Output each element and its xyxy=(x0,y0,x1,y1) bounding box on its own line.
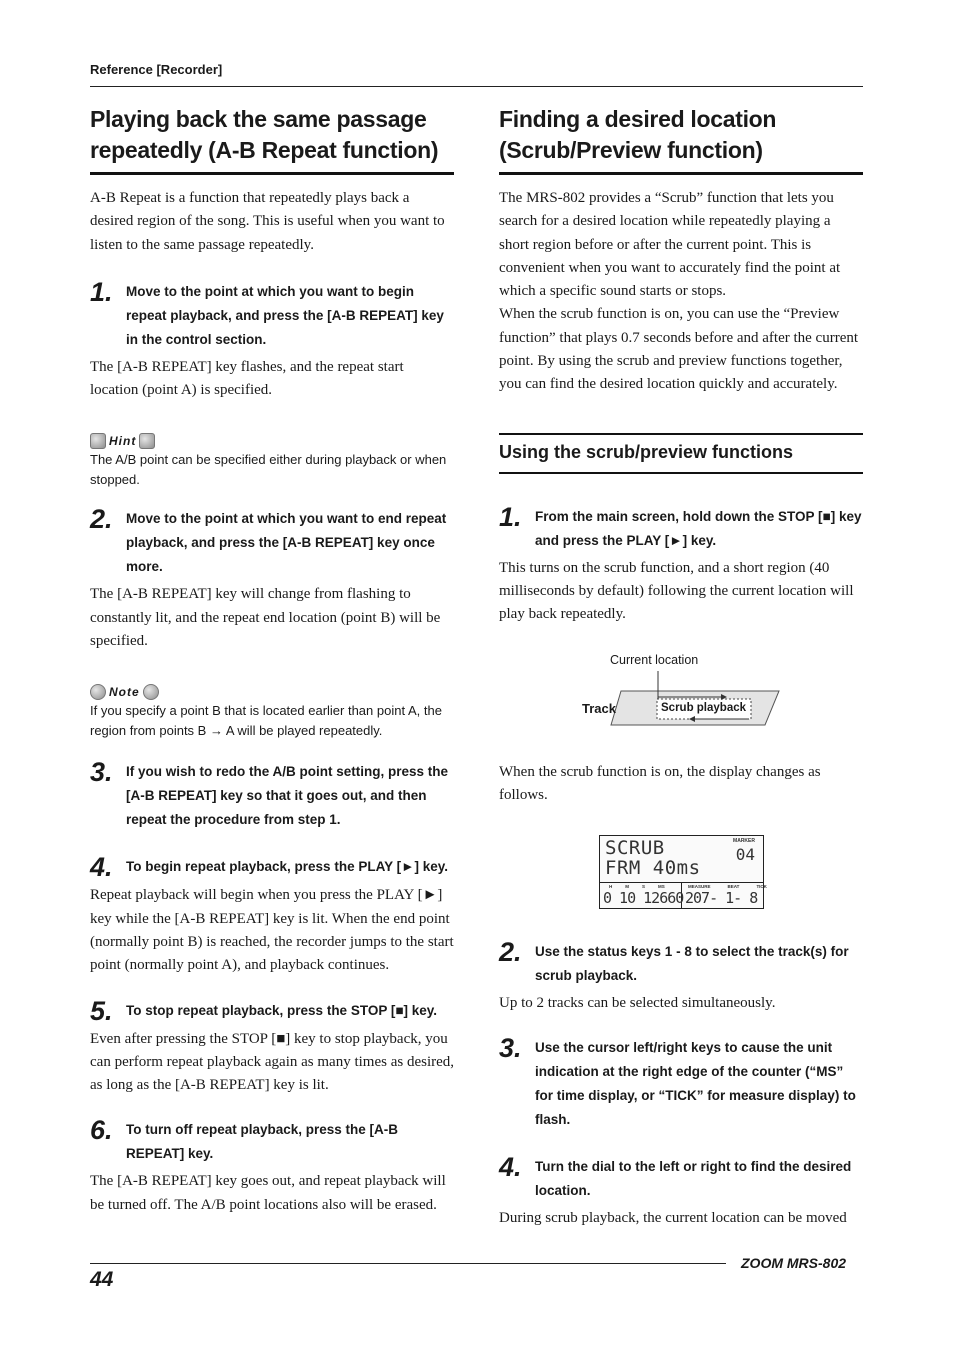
lcd-time-header: MS xyxy=(658,884,665,890)
step-instruction: Turn the dial to the left or right to find the desired location. xyxy=(535,1159,852,1199)
note-label: Note xyxy=(109,685,140,700)
section-title-scrub-preview: Finding a desired location (Scrub/Preview function) xyxy=(499,104,863,175)
step-1 xyxy=(90,276,454,352)
step-4 xyxy=(499,1154,863,1203)
subsection-title: Using the scrub/preview functions xyxy=(499,433,863,474)
step-description: Repeat playback will begin when you press the PLAY [►] key while the [A-B REPEAT] key is lit. When the end point (normally point B) is reached, the recorder jumps to the start point (normally point A), and playback continues. xyxy=(90,887,454,974)
step-number: 3. xyxy=(499,1033,522,1064)
hint-icon xyxy=(90,433,106,449)
hint-box xyxy=(90,432,454,490)
lcd-measure-counter: 207- 1- 8 xyxy=(685,889,758,908)
left-column xyxy=(90,104,454,1217)
scrub-intro: The MRS-802 provides a “Scrub” function that lets you search for a desired location while repeatedly playing a short region before or after the current point. This is convenient when you want to accurately find the point at which a specific sound starts or stops. When the scrub function is on, you can use the “Preview function” that plays 0.7 seconds before and after the current point. By using the scrub and preview functions together, you can find the desired location quickly and accurately. xyxy=(499,190,859,393)
step-instruction: To begin repeat playback, press the PLAY [►] key. xyxy=(126,859,448,875)
step-description: During scrub playback, the current location can be moved xyxy=(499,1210,847,1227)
step-number: 5. xyxy=(90,995,113,1026)
note-icon xyxy=(143,684,159,700)
step-3 xyxy=(90,759,454,832)
ab-repeat-intro: A-B Repeat is a function that repeatedly plays back a desired region of the song. This is useful when you want to listen to the same passage repeatedly. xyxy=(90,190,445,253)
lcd-marker-label: MARKER xyxy=(733,838,755,845)
lcd-measure-header: BEAT xyxy=(727,884,740,890)
step-instruction: From the main screen, hold down the STOP [■] key and press the PLAY [►] key. xyxy=(535,508,862,548)
step-instruction: Use the cursor left/right keys to cause the unit indication at the right edge of the counter (“MS” for time display, or “TICK” for measure display) to flash. xyxy=(535,1040,856,1128)
step-number: 3. xyxy=(90,757,113,788)
step-number: 4. xyxy=(499,1152,522,1183)
track-diagram-graphic xyxy=(499,653,863,743)
hint-label: Hint xyxy=(109,434,137,449)
lcd-display xyxy=(599,835,767,909)
step-instruction: To turn off repeat playback, press the [A-B REPEAT] key. xyxy=(126,1122,399,1162)
note-icon xyxy=(90,684,106,700)
step-2 xyxy=(90,506,454,579)
track-label: Track xyxy=(582,700,616,716)
page-number: 44 xyxy=(90,1268,114,1291)
note-text: If you specify a point B that is located earlier than point A, the region from points B → A will be played repeatedly. xyxy=(90,703,442,739)
step-6 xyxy=(90,1117,454,1166)
step-description: The [A-B REPEAT] key flashes, and the repeat start location (point A) is specified. xyxy=(90,358,404,399)
step-number: 1. xyxy=(90,276,113,307)
step-instruction: If you wish to redo the A/B point setting, press the [A-B REPEAT] key so that it goes out, and then repeat the procedure from step 1. xyxy=(126,764,449,828)
display-change-text: When the scrub function is on, the display changes as follows. xyxy=(499,763,821,803)
step-instruction: Move to the point at which you want to begin repeat playback, and press the [A-B REPEAT] key in the control section. xyxy=(126,283,444,347)
hint-text: The A/B point can be specified either during playback or when stopped. xyxy=(90,452,447,488)
lcd-line-2: FRM 40ms xyxy=(605,857,701,880)
step-number: 2. xyxy=(499,937,522,968)
header-rule xyxy=(90,86,863,87)
step-2 xyxy=(499,939,863,988)
step-1 xyxy=(499,501,863,553)
step-3 xyxy=(499,1035,863,1132)
lcd-time-header: M xyxy=(625,884,629,890)
lcd-line-1: SCRUB xyxy=(605,837,665,860)
step-description: The [A-B REPEAT] key goes out, and repeat playback will be turned off. The A/B point locations also will be erased. xyxy=(90,1173,446,1213)
note-box xyxy=(90,683,454,741)
step-description: This turns on the scrub function, and a short region (40 milliseconds by default) following the current location will play back repeatedly. xyxy=(499,559,854,623)
scrub-diagram xyxy=(499,653,863,743)
scrub-playback-label: Scrub playback xyxy=(661,701,747,714)
step-number: 2. xyxy=(90,504,113,535)
step-number: 1. xyxy=(499,501,522,532)
lcd-time-header: S xyxy=(642,884,646,890)
step-instruction: Use the status keys 1 - 8 to select the track(s) for scrub playback. xyxy=(535,944,849,984)
step-description: The [A-B REPEAT] key will change from flashing to constantly lit, and the repeat end location (point B) will be specified. xyxy=(90,586,441,650)
hint-icon xyxy=(139,433,155,449)
lcd-time-header: H xyxy=(609,884,613,890)
lcd-measure-header: MEASURE xyxy=(688,884,711,890)
footer-rule xyxy=(90,1263,726,1264)
current-location-label: Current location xyxy=(610,652,699,667)
step-instruction: To stop repeat playback, press the STOP [■] key. xyxy=(126,1002,438,1018)
section-title-ab-repeat: Playing back the same passage repeatedly (A-B Repeat function) xyxy=(90,104,454,175)
running-header: Reference [Recorder] xyxy=(90,62,223,77)
right-column xyxy=(499,104,863,1231)
step-5 xyxy=(90,995,454,1026)
lcd-measure-header: TICK xyxy=(756,884,767,890)
step-number: 4. xyxy=(90,852,113,883)
product-name: ZOOM MRS-802 xyxy=(741,1255,847,1271)
step-instruction: Move to the point at which you want to end repeat playback, and press the [A-B REPEAT] key once more. xyxy=(126,511,447,575)
lcd-time-counter: 0 10 12660 xyxy=(603,889,684,908)
step-number: 6. xyxy=(90,1115,113,1146)
step-4 xyxy=(90,852,454,883)
step-description: Even after pressing the STOP [■] key to stop playback, you can perform repeat playback again as many times as desired, as long as the [A-B REPEAT] key is lit. xyxy=(90,1030,455,1094)
lcd-marker-value: 04 xyxy=(735,845,755,865)
step-description: Up to 2 tracks can be selected simultaneously. xyxy=(499,995,776,1012)
